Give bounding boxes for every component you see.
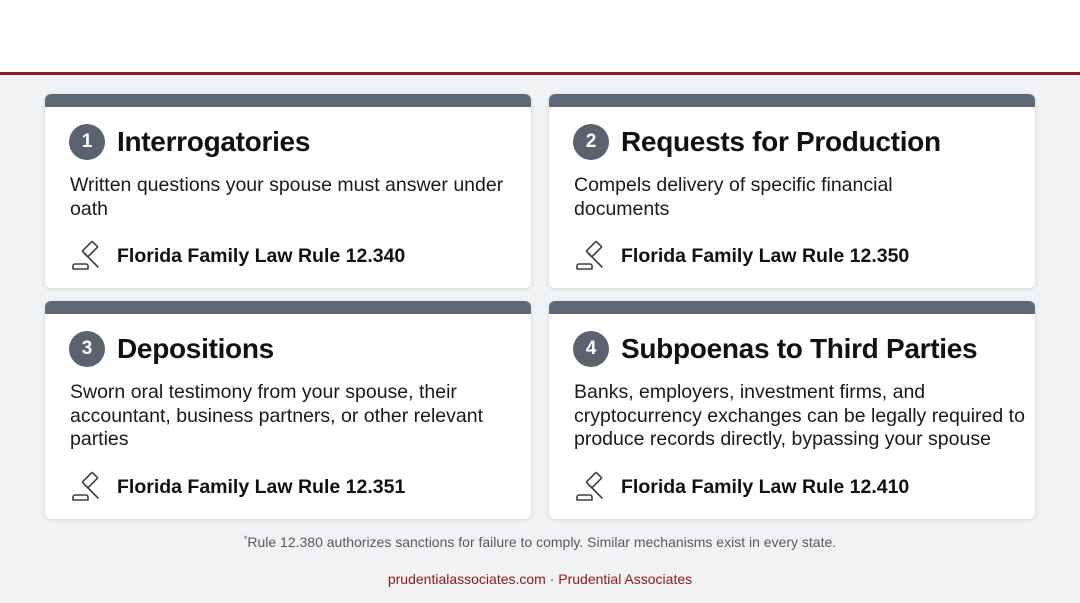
card-title: Subpoenas to Third Parties <box>621 333 978 364</box>
card-description: Compels delivery of specific financial documents <box>574 174 893 220</box>
card-interrogatories <box>45 94 531 288</box>
header-divider <box>0 72 1080 75</box>
card-subpoenas-to-third-parties <box>549 301 1035 519</box>
card-header <box>69 123 310 161</box>
gavel-icon <box>573 469 609 505</box>
card-rule-reference <box>573 238 909 274</box>
card-rule-reference <box>69 238 405 274</box>
card-description: Written questions your spouse must answer under oath <box>70 174 504 220</box>
number-badge: 3 <box>69 331 105 367</box>
card-rule-reference <box>69 469 405 505</box>
card-top-bar <box>549 94 1035 107</box>
number-badge: 1 <box>69 124 105 160</box>
header-area <box>0 0 1080 73</box>
number-badge: 2 <box>573 124 609 160</box>
gavel-icon <box>69 238 105 274</box>
card-description: Sworn oral testimony from your spouse, their accountant, business partners, or other relevant parties <box>70 381 483 450</box>
card-header <box>69 330 274 368</box>
footnote <box>0 534 1080 550</box>
card-top-bar <box>45 301 531 314</box>
footnote-marker: * <box>243 534 248 544</box>
card-requests-for-production <box>549 94 1035 288</box>
rule-citation: Florida Family Law Rule 12.351 <box>117 475 406 498</box>
gavel-icon <box>573 238 609 274</box>
footnote-text: Rule 12.380 authorizes sanctions for failure to comply. Similar mechanisms exist in every state. <box>247 534 837 550</box>
card-title: Depositions <box>117 333 274 364</box>
number-badge: 4 <box>573 331 609 367</box>
rule-citation: Florida Family Law Rule 12.410 <box>621 475 910 498</box>
card-top-bar <box>549 301 1035 314</box>
card-header <box>573 123 941 161</box>
card-title: Requests for Production <box>621 126 941 157</box>
gavel-icon <box>69 469 105 505</box>
card-depositions <box>45 301 531 519</box>
card-top-bar <box>45 94 531 107</box>
card-title: Interrogatories <box>117 126 311 157</box>
card-description: Banks, employers, investment firms, and cryptocurrency exchanges can be legally required to produce records directly, bypassing your spouse <box>574 381 1025 450</box>
card-rule-reference <box>573 469 909 505</box>
card-header <box>573 330 977 368</box>
rule-citation: Florida Family Law Rule 12.340 <box>117 244 406 267</box>
rule-citation: Florida Family Law Rule 12.350 <box>621 244 910 267</box>
footer-source: prudentialassociates.com · Prudential Associates <box>387 571 693 587</box>
